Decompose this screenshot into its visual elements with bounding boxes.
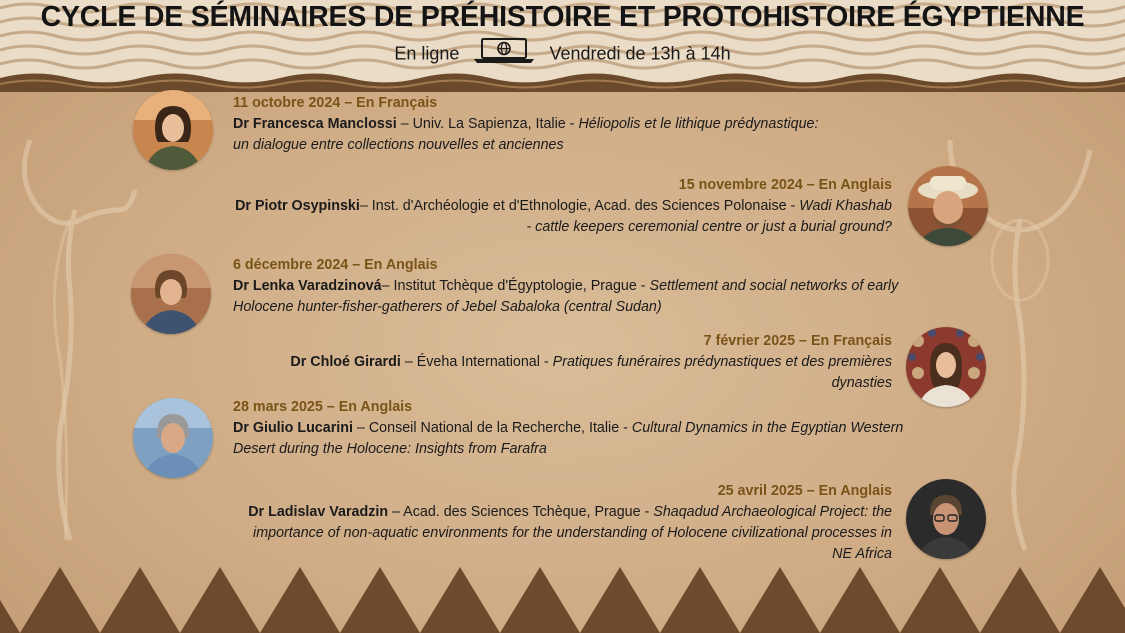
speaker-name: Dr Giulio Lucarini [233, 420, 353, 436]
left-figure-decoration [10, 110, 140, 560]
seminar-entry [233, 255, 913, 318]
speaker-photo-varadzin [906, 479, 986, 559]
seminar-topic: Settlement and social networks of early Holocene hunter-fisher-gatherers of Jebel Sabaloka (central Sudan) [233, 278, 899, 315]
seminar-topic: Shaqadud Archaeological Project: the importance of non-aquatic environments for the understanding of Holocene civilizational processes in NE Africa [253, 504, 892, 562]
seminar-entry [232, 481, 892, 565]
mountain-triangle [1060, 567, 1125, 633]
speaker-name: Dr Francesca Manclossi [233, 116, 397, 132]
seminar-details [233, 276, 913, 318]
speaker-name: Dr Lenka Varadzinová [233, 278, 382, 294]
speaker-affiliation: – Inst. d'Archéologie et d'Ethnologie, Acad. des Sciences Polonaise - [359, 198, 800, 214]
seminar-date: 25 avril 2025 – En Anglais [717, 483, 892, 499]
decorative-band [0, 70, 1125, 92]
seminar-details [232, 502, 892, 565]
speaker-affiliation: – Institut Tchèque d'Égyptologie, Prague - [381, 278, 650, 294]
mountain-triangle [500, 567, 580, 633]
speaker-affiliation: – Éveha International - [400, 354, 553, 370]
speaker-photo-girardi [906, 327, 986, 407]
mountain-triangle [260, 567, 340, 633]
speaker-name: Dr Chloé Girardi [290, 354, 401, 370]
schedule-text: Vendredi de 13h à 14h [549, 43, 731, 64]
mountain-triangle [980, 567, 1060, 633]
mountain-triangle [820, 567, 900, 633]
speaker-photo-osypinski [908, 166, 988, 246]
seminar-topic: Héliopolis et le lithique prédynastique: un dialogue entre collections nouvelles et anciennes [233, 116, 819, 153]
speaker-name: Dr Ladislav Varadzin [248, 504, 389, 520]
seminar-topic: Pratiques funéraires prédynastiques et des premières dynasties [552, 354, 892, 391]
poster-title: CYCLE DE SÉMINAIRES DE PRÉHISTOIRE ET PROTOHISTOIRE ÉGYPTIENNE [40, 1, 1085, 33]
speaker-photo-manclossi [133, 90, 213, 170]
seminar-topic: Cultural Dynamics in the Egyptian Western Desert during the Holocene: Insights from Farafra [233, 420, 904, 457]
mountain-triangle [420, 567, 500, 633]
seminar-details [233, 114, 833, 156]
mountain-triangle [340, 567, 420, 633]
speaker-affiliation: – Acad. des Sciences Tchèque, Prague - [388, 504, 654, 520]
mountain-triangle [20, 567, 100, 633]
seminar-entry [232, 175, 892, 238]
seminar-details [232, 196, 892, 238]
schedule-line [0, 38, 1125, 71]
online-label: En ligne [394, 43, 460, 64]
mountain-triangle [0, 567, 20, 633]
mountain-triangle [740, 567, 820, 633]
seminar-date: 7 février 2025 – En Français [703, 333, 892, 349]
mountain-triangle [180, 567, 260, 633]
mountain-triangle [660, 567, 740, 633]
mountain-triangle [580, 567, 660, 633]
seminar-entry [233, 93, 833, 156]
laptop-globe-icon [472, 38, 536, 71]
seminar-entry [233, 397, 913, 460]
speaker-photo-varadzinova [131, 254, 211, 334]
seminar-date: 15 novembre 2024 – En Anglais [678, 177, 892, 193]
seminar-date: 6 décembre 2024 – En Anglais [233, 257, 438, 273]
mountain-border [0, 565, 1125, 633]
seminar-date: 28 mars 2025 – En Anglais [233, 399, 413, 415]
speaker-name: Dr Piotr Osypinski [235, 198, 360, 214]
speaker-affiliation: – Conseil National de la Recherche, Italie - [352, 420, 632, 436]
seminar-date: 11 octobre 2024 – En Français [233, 95, 438, 111]
seminar-topic: Wadi Khashab - cattle keepers ceremonial centre or just a burial ground? [526, 198, 892, 235]
mountain-triangle [100, 567, 180, 633]
seminar-details [233, 418, 913, 460]
seminar-details [252, 352, 892, 394]
speaker-photo-lucarini [133, 398, 213, 478]
mountain-triangle [900, 567, 980, 633]
speaker-affiliation: – Univ. La Sapienza, Italie - [396, 116, 579, 132]
seminar-entry [232, 331, 892, 394]
